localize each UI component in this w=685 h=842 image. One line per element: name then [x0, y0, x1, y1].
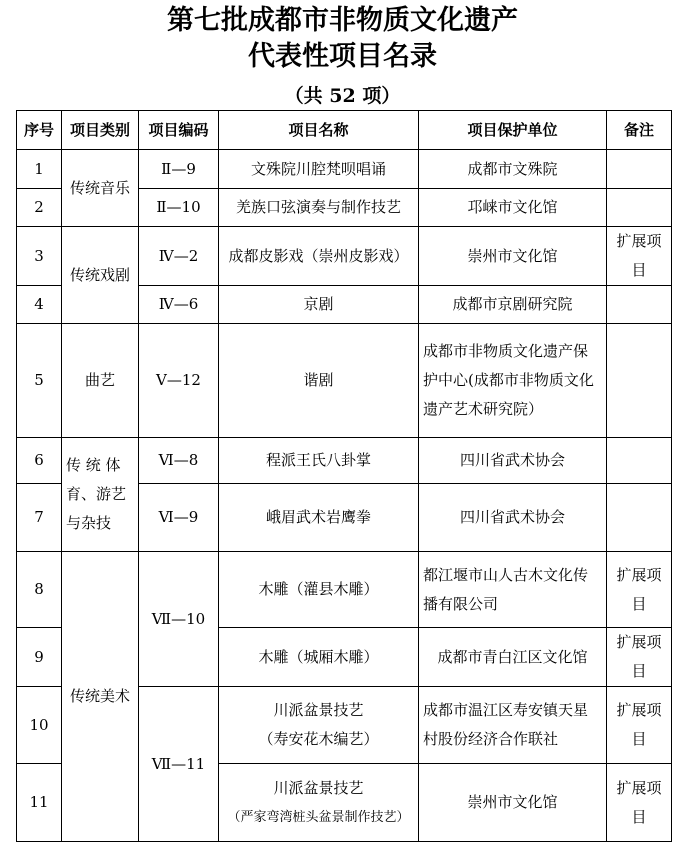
cell-name: 羌族口弦演奏与制作技艺: [219, 189, 419, 227]
cell-unit: 四川省武术协会: [419, 438, 607, 484]
cell-unit: [419, 552, 607, 628]
cell-unit-line: 村股份经济合作联社: [423, 730, 559, 748]
cell-name: 木雕（灌县木雕）: [219, 552, 419, 628]
col-header-unit: 项目保护单位: [419, 111, 607, 150]
cell-note: 扩展项目: [607, 227, 672, 286]
cell-unit-line: 成都市非物质文化遗产保: [423, 342, 589, 360]
cell-name-line: 川派盆景技艺: [273, 778, 364, 797]
cell-note: [607, 484, 672, 552]
cell-no: 3: [17, 227, 62, 286]
cell-no: 6: [17, 438, 62, 484]
cell-note: 扩展项目: [607, 687, 672, 764]
cell-code: Ⅶ—11: [139, 687, 219, 842]
cell-unit-line: 遗产艺术研究院）: [423, 400, 544, 418]
cell-category: 传统戏剧: [62, 227, 139, 324]
cell-note: [607, 324, 672, 438]
table-row: [17, 227, 672, 286]
heritage-list-table: [16, 110, 672, 842]
cell-unit: [419, 687, 607, 764]
cell-name: [219, 764, 419, 842]
header-row: [17, 111, 672, 150]
cell-category: [62, 438, 139, 552]
cell-unit: 邛崃市文化馆: [419, 189, 607, 227]
col-header-code: 项目编码: [139, 111, 219, 150]
cell-code: Ⅱ—10: [139, 189, 219, 227]
cell-name: 成都皮影戏（崇州皮影戏）: [219, 227, 419, 286]
cell-note: [607, 150, 672, 189]
cell-unit-line: 都江堰市山人古木文化传: [423, 565, 589, 584]
cell-no: 4: [17, 286, 62, 324]
table-row: [17, 552, 672, 628]
cell-name: 文殊院川腔梵呗唱诵: [219, 150, 419, 189]
page-title-line2: 代表性项目名录: [248, 41, 437, 72]
cell-no: 5: [17, 324, 62, 438]
cell-name: 谐剧: [219, 324, 419, 438]
col-header-note: 备注: [607, 111, 672, 150]
page-title: 第七批成都市非物质文化遗产: [167, 5, 518, 36]
cell-category: 传统美术: [62, 552, 139, 842]
cell-unit-line: 成都市温江区寿安镇天星: [423, 701, 589, 719]
cell-category-line: 传 统 体: [66, 456, 121, 474]
cell-note: 扩展项目: [607, 552, 672, 628]
cell-note: 扩展项目: [607, 764, 672, 842]
cell-category: 曲艺: [62, 324, 139, 438]
cell-name: 程派王氏八卦掌: [219, 438, 419, 484]
cell-name: 峨眉武术岩鹰拳: [219, 484, 419, 552]
cell-unit-line: 护中心(成都市非物质文化: [423, 371, 594, 389]
cell-unit: 成都市青白江区文化馆: [419, 628, 607, 687]
table-row: [17, 438, 672, 484]
cell-unit-line: 播有限公司: [423, 594, 499, 613]
cell-no: 9: [17, 628, 62, 687]
cell-unit: [419, 324, 607, 438]
col-header-no: 序号: [17, 111, 62, 150]
table-row: [17, 150, 672, 189]
cell-code: Ⅳ—2: [139, 227, 219, 286]
cell-name: 京剧: [219, 286, 419, 324]
cell-note: [607, 286, 672, 324]
cell-note: 扩展项目: [607, 628, 672, 687]
cell-no: 2: [17, 189, 62, 227]
cell-category: 传统音乐: [62, 150, 139, 227]
cell-name-line: （严家弯湾桩头盆景制作技艺）: [227, 809, 410, 825]
cell-unit: 四川省武术协会: [419, 484, 607, 552]
cell-category-line: 与杂技: [66, 514, 112, 532]
cell-unit: 成都市京剧研究院: [419, 286, 607, 324]
cell-unit: 崇州市文化馆: [419, 764, 607, 842]
cell-unit: 成都市文殊院: [419, 150, 607, 189]
cell-no: 1: [17, 150, 62, 189]
cell-name: [219, 687, 419, 764]
cell-unit: 崇州市文化馆: [419, 227, 607, 286]
cell-note: [607, 438, 672, 484]
cell-category-line: 育、游艺: [66, 485, 127, 503]
cell-name-line: 川派盆景技艺: [273, 701, 364, 719]
cell-code: Ⅵ—8: [139, 438, 219, 484]
cell-code: Ⅶ—10: [139, 552, 219, 687]
cell-no: 11: [17, 764, 62, 842]
cell-code: Ⅵ—9: [139, 484, 219, 552]
cell-code: Ⅳ—6: [139, 286, 219, 324]
cell-name-line: （寿安花木编艺）: [258, 730, 379, 748]
col-header-category: 项目类别: [62, 111, 139, 150]
cell-name: 木雕（城厢木雕）: [219, 628, 419, 687]
cell-note: [607, 189, 672, 227]
cell-code: Ⅴ—12: [139, 324, 219, 438]
item-count: （共 52 项）: [284, 85, 401, 107]
col-header-name: 项目名称: [219, 111, 419, 150]
table-row: [17, 324, 672, 438]
cell-no: 10: [17, 687, 62, 764]
cell-no: 8: [17, 552, 62, 628]
cell-no: 7: [17, 484, 62, 552]
cell-code: Ⅱ—9: [139, 150, 219, 189]
